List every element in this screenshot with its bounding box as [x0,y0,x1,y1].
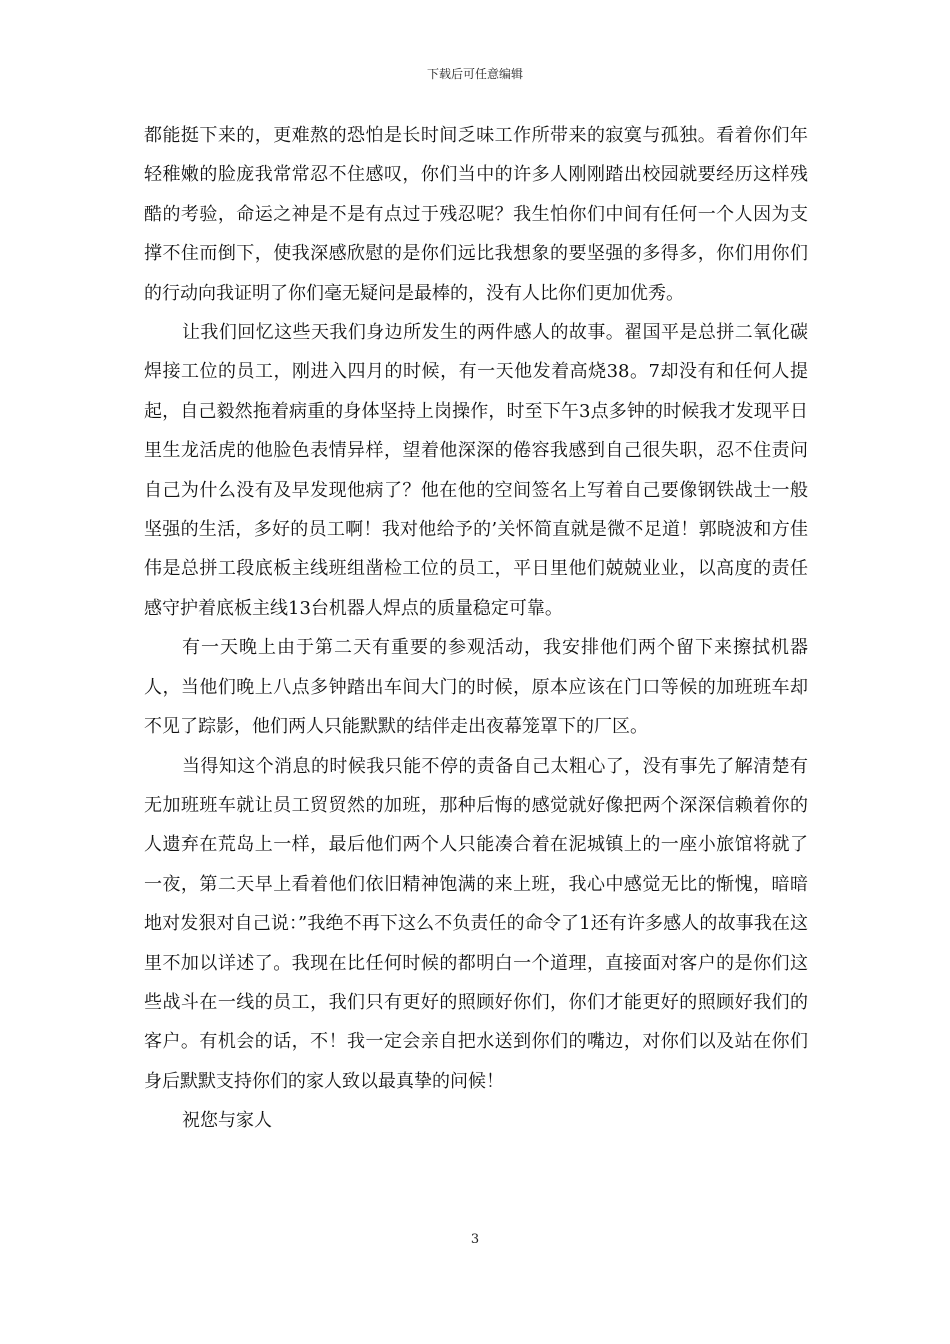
paragraph-continuation: 都能挺下来的，更难熬的恐怕是长时间乏味工作所带来的寂寞与孤独。看着你们年轻稚嫩的脸庞我常常忍不住感叹，你们当中的许多人刚刚踏出校园就要经历这样残酷的考验，命运之神是不是有点过于残忍呢？我生怕你们中间有任何一个人因为支撑不住而倒下，使我深感欣慰的是你们远比我想象的要坚强的多得多，你们用你们的行动向我证明了你们毫无疑问是最棒的，没有人比你们更加优秀。 [144,125,808,304]
document-body [144,116,808,1141]
paragraph-story-one: 让我们回忆这些天我们身边所发生的两件感人的故事。翟国平是总拼二氧化碳焊接工位的员工，刚进入四月的时候，有一天他发着高烧38。7却没有和任何人提起，自己毅然拖着病重的身体坚持上岗操作，时至下午3点多钟的时候我才发现平日里生龙活虎的他脸色表情异样，望着他深深的倦容我感到自己很失职，忍不住责问自己为什么没有及早发现他病了？他在他的空间签名上写着自己要像钢铁战士一般坚强的生活，多好的员工啊！我对他给予的’关怀简直就是微不足道！郭晓波和方佳伟是总拼工段底板主线班组凿检工位的员工，平日里他们兢兢业业，以高度的责任感守护着底板主线13台机器人焊点的质量稳定可靠。 [144,322,808,619]
page-header: 下载后可任意编辑 [426,67,523,81]
paragraph-closing: 祝您与家人 [182,1110,272,1132]
page-number: 3 [470,1232,480,1247]
paragraph-reflection: 当得知这个消息的时候我只能不停的责备自己太粗心了，没有事先了解清楚有无加班班车就让员工贸贸然的加班，那种后悔的感觉就好像把两个深深信赖着你的人遗弃在荒岛上一样，最后他们两个人只能凑合着在泥城镇上的一座小旅馆将就了一夜，第二天早上看着他们依旧精神饱满的来上班，我心中感觉无比的惭愧，暗暗地对发狠对自己说：”我绝不再下这么不负责任的命令了1还有许多感人的故事我在这里不加以详述了。我现在比任何时候的都明白一个道理，直接面对客户的是你们这些战斗在一线的员工，我们只有更好的照顾好你们，你们才能更好的照顾好我们的客户。有机会的话，不！我一定会亲自把水送到你们的嘴边，对你们以及站在你们身后默默支持你们的家人致以最真挚的问候！ [144,755,808,1092]
paragraph-story-two: 有一天晚上由于第二天有重要的参观活动，我安排他们两个留下来擦拭机器人，当他们晚上八点多钟踏出车间大门的时候，原本应该在门口等候的加班班车却不见了踪影，他们两人只能默默的结伴走出夜幕笼罩下的厂区。 [144,637,808,738]
